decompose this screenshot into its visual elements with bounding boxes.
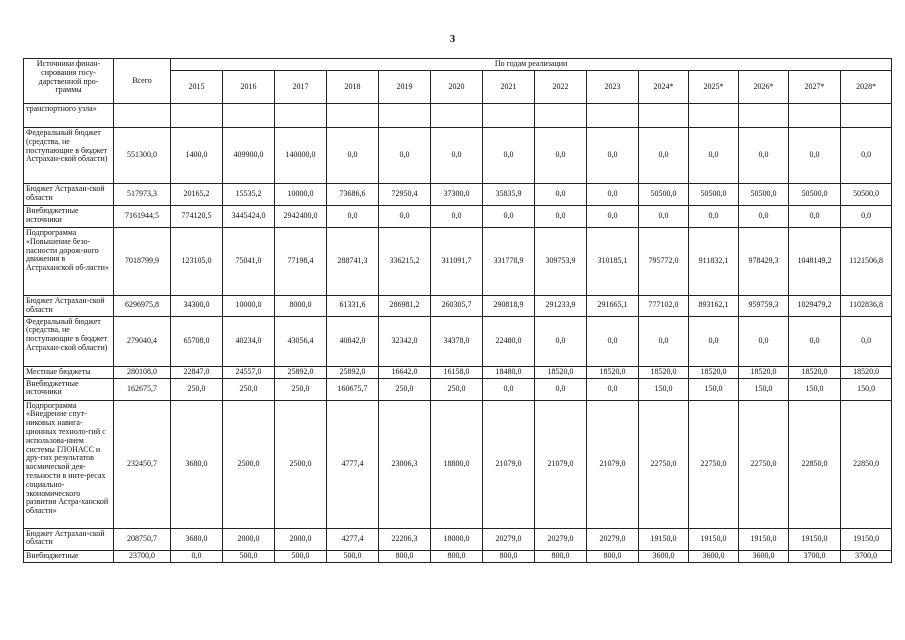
row-year-value: 774120,5 [171,206,223,228]
row-year-value: 19150,0 [789,528,841,550]
row-year-value: 2942400,0 [275,206,327,228]
row-year-value [789,104,841,128]
row-year-value: 1400,0 [171,128,223,184]
row-year-value: 18520,0 [841,366,892,378]
row-year-value: 309753,9 [535,228,587,296]
row-year-value: 77198,4 [275,228,327,296]
row-year-value: 1048149,2 [789,228,841,296]
row-year-value: 3680,0 [171,400,223,528]
row-year-value: 19150,0 [739,528,789,550]
row-year-value: 800,0 [535,550,587,562]
row-year-value: 250,0 [223,378,275,400]
row-total: 517973,3 [114,184,171,206]
header-year: 2018 [327,71,379,104]
row-year-value [587,104,639,128]
row-year-value: 2500,0 [275,400,327,528]
row-total: 23700,0 [114,550,171,562]
row-year-value [275,104,327,128]
row-year-value: 4277,4 [327,528,379,550]
row-year-value: 22750,0 [739,400,789,528]
row-year-value: 18520,0 [587,366,639,378]
table-row [24,378,892,400]
row-total: 162675,7 [114,378,171,400]
row-year-value: 1029479,2 [789,296,841,317]
row-year-value: 500,0 [275,550,327,562]
row-year-value: 34300,0 [171,296,223,317]
row-year-value: 50500,0 [689,184,739,206]
row-year-value: 0,0 [789,206,841,228]
header-year: 2021 [483,71,535,104]
row-year-value: 22480,0 [483,316,535,366]
row-year-value: 22847,0 [171,366,223,378]
row-year-value: 0,0 [535,316,587,366]
row-total: 551300,0 [114,128,171,184]
row-year-value: 286981,2 [379,296,431,317]
row-year-value: 800,0 [587,550,639,562]
row-year-value [483,104,535,128]
header-year: 2020 [431,71,483,104]
table-row [24,550,892,562]
row-year-value: 0,0 [431,128,483,184]
row-year-value: 3445424,0 [223,206,275,228]
budget-table [23,58,892,563]
table-row [24,128,892,184]
row-year-value: 61331,6 [327,296,379,317]
row-total [114,104,171,128]
row-year-value: 18520,0 [689,366,739,378]
row-year-value: 50500,0 [789,184,841,206]
row-year-value: 310185,1 [587,228,639,296]
row-year-value: 19150,0 [689,528,739,550]
row-year-value: 10000,0 [275,184,327,206]
row-source-label: Местные бюджеты [24,366,114,378]
row-source-label: Бюджет Астрахан-ской области [24,528,114,550]
row-year-value: 0,0 [535,184,587,206]
row-year-value: 150,0 [639,378,689,400]
row-year-value: 0,0 [739,128,789,184]
row-year-value: 20279,0 [535,528,587,550]
row-year-value: 3700,0 [789,550,841,562]
row-year-value: 777102,0 [639,296,689,317]
row-year-value: 911832,1 [689,228,739,296]
row-year-value: 21079,0 [587,400,639,528]
row-year-value: 250,0 [171,378,223,400]
row-source-label: Внебюджетные источники [24,206,114,228]
row-year-value: 500,0 [327,550,379,562]
row-year-value: 75041,0 [223,228,275,296]
row-year-value: 0,0 [379,206,431,228]
row-year-value: 22750,0 [689,400,739,528]
row-year-value: 50500,0 [841,184,892,206]
row-total: 232450,7 [114,400,171,528]
row-year-value: 0,0 [841,316,892,366]
row-year-value [379,104,431,128]
row-year-value: 150,0 [739,378,789,400]
row-year-value: 0,0 [483,206,535,228]
header-year: 2017 [275,71,327,104]
row-year-value: 18480,0 [483,366,535,378]
row-year-value: 0,0 [587,378,639,400]
row-year-value: 1121506,8 [841,228,892,296]
row-year-value: 0,0 [483,378,535,400]
row-year-value: 311091,7 [431,228,483,296]
row-year-value: 22850,0 [841,400,892,528]
row-year-value: 800,0 [379,550,431,562]
row-total: 6296975,8 [114,296,171,317]
header-year: 2019 [379,71,431,104]
row-year-value: 20279,0 [483,528,535,550]
row-year-value: 40234,0 [223,316,275,366]
row-source-label: Федеральный бюджет (средства, не поступающие в бюджет Астрахан-ской области) [24,128,114,184]
row-year-value: 0,0 [739,316,789,366]
row-year-value: 0,0 [327,128,379,184]
row-year-value: 0,0 [587,316,639,366]
row-year-value: 21079,0 [535,400,587,528]
row-year-value: 25892,0 [327,366,379,378]
row-year-value: 37300,0 [431,184,483,206]
row-year-value: 50500,0 [639,184,689,206]
header-total: Всего [114,59,171,104]
row-year-value: 19150,0 [639,528,689,550]
row-source-label: Внебюджетные [24,550,114,562]
row-year-value: 288741,3 [327,228,379,296]
row-year-value: 0,0 [431,206,483,228]
row-year-value: 0,0 [841,206,892,228]
row-year-value [639,104,689,128]
row-year-value: 795772,0 [639,228,689,296]
row-year-value: 18520,0 [739,366,789,378]
row-year-value: 0,0 [789,316,841,366]
table-row [24,316,892,366]
table-row [24,296,892,317]
row-year-value: 18000,0 [431,528,483,550]
row-year-value: 1102836,8 [841,296,892,317]
row-year-value: 0,0 [327,206,379,228]
row-year-value: 3700,0 [841,550,892,562]
row-year-value: 2000,0 [223,528,275,550]
row-year-value: 0,0 [587,206,639,228]
row-year-value: 18520,0 [535,366,587,378]
table-row [24,184,892,206]
row-year-value: 336215,2 [379,228,431,296]
row-year-value: 2000,0 [275,528,327,550]
table-row [24,228,892,296]
row-year-value: 24557,0 [223,366,275,378]
row-year-value: 35835,9 [483,184,535,206]
header-years-group: По годам реализации [171,59,892,71]
row-year-value: 8000,0 [275,296,327,317]
row-year-value: 10000,0 [223,296,275,317]
row-year-value: 40842,0 [327,316,379,366]
row-year-value: 22750,0 [639,400,689,528]
row-year-value: 0,0 [587,184,639,206]
row-year-value: 65708,0 [171,316,223,366]
row-year-value: 4777,4 [327,400,379,528]
table-row [24,104,892,128]
row-year-value: 290818,9 [483,296,535,317]
table-row [24,528,892,550]
row-year-value: 0,0 [739,206,789,228]
row-source-label: Бюджет Астрахан-ской области [24,184,114,206]
row-year-value: 3600,0 [639,550,689,562]
row-source-label: Подпрограмма «Повышение безо-пасности дорож-ного движения в Астраханской об-ласти» [24,228,114,296]
row-year-value: 978429,3 [739,228,789,296]
row-year-value [223,104,275,128]
header-year: 2015 [171,71,223,104]
row-year-value: 23006,3 [379,400,431,528]
row-year-value: 409900,0 [223,128,275,184]
row-year-value: 32342,0 [379,316,431,366]
row-year-value: 0,0 [639,128,689,184]
row-year-value: 0,0 [841,128,892,184]
row-year-value: 34378,0 [431,316,483,366]
row-year-value: 0,0 [535,378,587,400]
row-year-value: 0,0 [535,206,587,228]
row-year-value: 500,0 [223,550,275,562]
row-year-value: 250,0 [379,378,431,400]
row-year-value [431,104,483,128]
row-total: 280108,0 [114,366,171,378]
row-year-value [739,104,789,128]
table-body [24,104,892,563]
page-number: 3 [449,33,456,45]
row-year-value: 123105,0 [171,228,223,296]
row-year-value: 291233,9 [535,296,587,317]
row-year-value: 0,0 [789,128,841,184]
row-year-value: 15535,2 [223,184,275,206]
row-year-value: 22206,3 [379,528,431,550]
row-year-value: 3680,0 [171,528,223,550]
table-row [24,366,892,378]
header-year: 2024* [639,71,689,104]
row-year-value: 20165,2 [171,184,223,206]
row-year-value: 72950,4 [379,184,431,206]
row-year-value: 18800,0 [431,400,483,528]
row-year-value: 800,0 [431,550,483,562]
row-year-value: 291665,1 [587,296,639,317]
row-source-label: Внебюджетные источники [24,378,114,400]
row-year-value: 0,0 [483,128,535,184]
row-year-value: 150,0 [689,378,739,400]
row-year-value [171,104,223,128]
row-year-value: 18520,0 [789,366,841,378]
table-row [24,206,892,228]
row-year-value [535,104,587,128]
row-year-value: 250,0 [431,378,483,400]
row-year-value: 0,0 [535,128,587,184]
row-year-value: 0,0 [639,206,689,228]
row-year-value: 140000,0 [275,128,327,184]
row-year-value: 800,0 [483,550,535,562]
row-year-value: 0,0 [689,316,739,366]
row-year-value: 150,0 [841,378,892,400]
header-year: 2028* [841,71,892,104]
row-year-value: 2500,0 [223,400,275,528]
row-year-value: 16158,0 [431,366,483,378]
row-total: 208750,7 [114,528,171,550]
row-year-value: 260305,7 [431,296,483,317]
row-year-value: 22850,0 [789,400,841,528]
row-year-value: 0,0 [689,206,739,228]
row-year-value: 21079,0 [483,400,535,528]
header-year: 2016 [223,71,275,104]
row-year-value: 0,0 [639,316,689,366]
header-year: 2023 [587,71,639,104]
row-year-value: 250,0 [275,378,327,400]
row-year-value: 3600,0 [739,550,789,562]
header-year: 2025* [689,71,739,104]
row-year-value: 3600,0 [689,550,739,562]
row-total: 7161944,5 [114,206,171,228]
row-year-value: 150,0 [789,378,841,400]
row-year-value: 43056,4 [275,316,327,366]
row-source-label: Федеральный бюджет (средства, не поступающие в бюджет Астрахан-ской области) [24,316,114,366]
row-year-value: 19150,0 [841,528,892,550]
row-year-value: 0,0 [171,550,223,562]
table-header [24,59,892,104]
header-year: 2026* [739,71,789,104]
row-year-value [689,104,739,128]
row-source-label: транспортного узла» [24,104,114,128]
header-source: Источники финан-сирования госу-дарственной про-граммы [24,59,114,104]
header-year: 2022 [535,71,587,104]
row-year-value: 160675,7 [327,378,379,400]
row-year-value: 959759,3 [739,296,789,317]
row-year-value: 0,0 [379,128,431,184]
row-source-label: Бюджет Астрахан-ской области [24,296,114,317]
row-source-label: Подпрограмма «Внедрение спут-никовых навига-ционных техноло-гий с использова-нием системы ГЛОНАСС и дру-гих результатов космической дея-тельности в инте-ресах социально-экономического развития Астра-ханской области» [24,400,114,528]
row-year-value: 331778,9 [483,228,535,296]
row-year-value [327,104,379,128]
table-row [24,400,892,528]
row-year-value: 50500,0 [739,184,789,206]
row-year-value: 893162,1 [689,296,739,317]
row-year-value [841,104,892,128]
row-year-value: 20279,0 [587,528,639,550]
row-year-value: 73686,6 [327,184,379,206]
row-year-value: 25892,0 [275,366,327,378]
row-total: 279040,4 [114,316,171,366]
row-year-value: 0,0 [587,128,639,184]
row-year-value: 16642,0 [379,366,431,378]
row-year-value: 0,0 [689,128,739,184]
row-total: 7018799,9 [114,228,171,296]
header-year: 2027* [789,71,841,104]
row-year-value: 18520,0 [639,366,689,378]
